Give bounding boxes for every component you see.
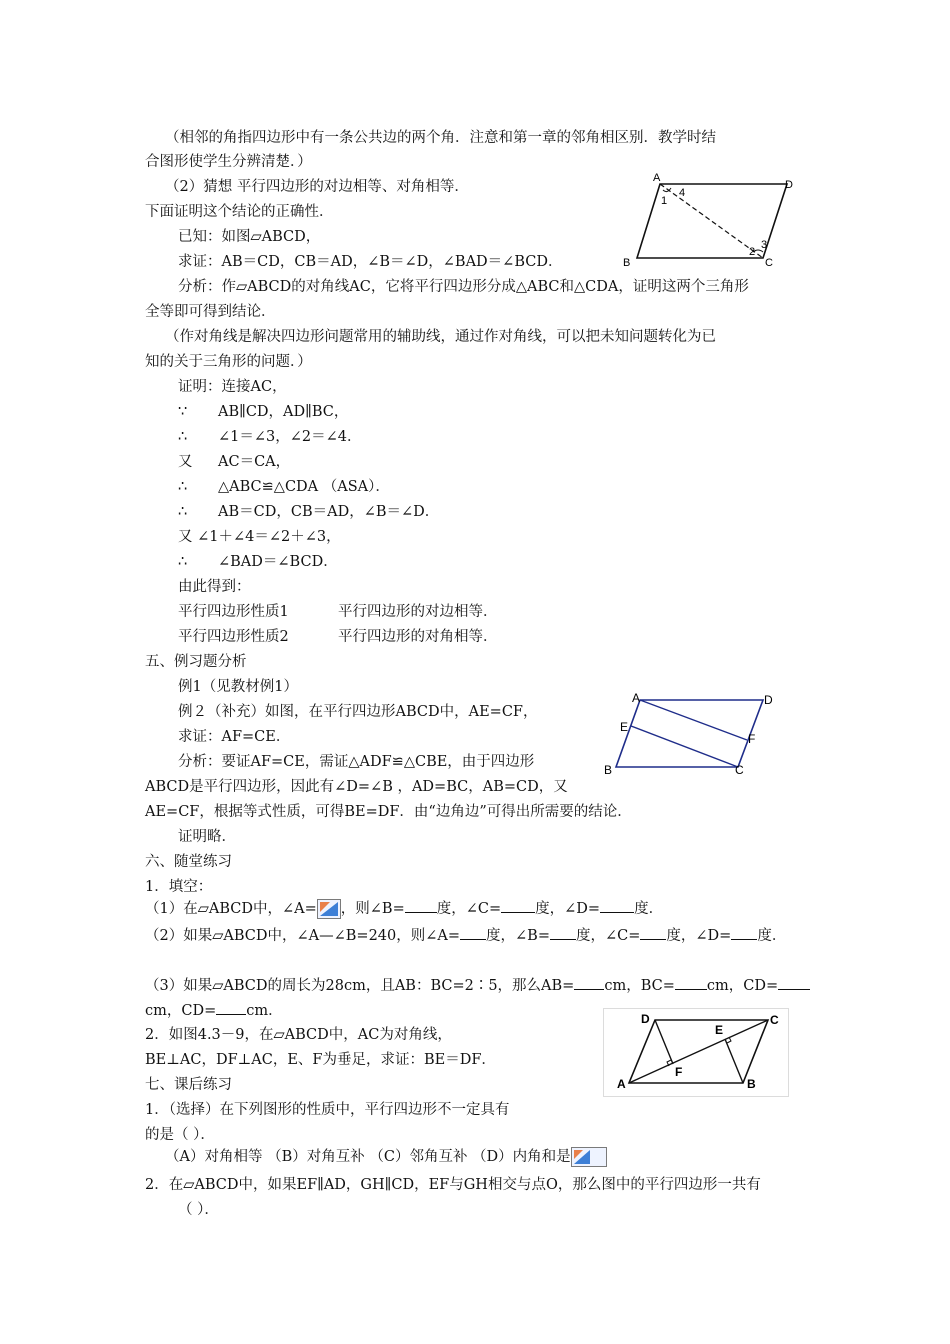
text-line: △ABC≌△CDA （ASA）．	[218, 479, 390, 495]
answer-blank[interactable]	[675, 975, 707, 990]
text-line: AB∥CD，AD∥BC，	[218, 404, 349, 420]
section-heading: 七、课后练习	[145, 1077, 232, 1093]
figure-parallelogram-ae-cf	[600, 688, 790, 778]
text-line: 1．（选择）在下列图形的性质中，平行四边形不一定具有	[145, 1102, 510, 1118]
text-line: 例1（见教材例1）	[178, 679, 298, 695]
text-line: ∠BAD＝∠BCD．	[218, 554, 338, 570]
answer-blank[interactable]	[216, 1000, 246, 1015]
text-line: 2．如图4.3－9，在▱ABCD中，AC为对角线，	[145, 1027, 452, 1043]
text-line: BE⊥AC，DF⊥AC，E、F为垂足，求证：BE＝DF．	[145, 1052, 496, 1068]
vertex-label-c: C	[770, 1013, 779, 1027]
vertex-label-d: D	[641, 1012, 650, 1026]
exercise-line: （2）如果▱ABCD中，∠A—∠B=240，则∠A= 度，∠B= 度，∠C= 度，∠D= 度．	[145, 925, 786, 946]
angle-label-3: 3	[761, 239, 768, 251]
symbol-because: ∵	[178, 404, 188, 420]
vertex-label-a: A	[653, 172, 661, 184]
vertex-label-b: B	[604, 763, 613, 777]
text-line: 分析：作▱ABCD的对角线AC，它将平行四边形分成△ABC和△CDA，证明这两个三角形	[178, 279, 749, 295]
vertex-label-a: A	[617, 1077, 626, 1091]
section-heading: 六、随堂练习	[145, 854, 232, 870]
text-line: 合图形使学生分辨清楚．）	[145, 154, 312, 170]
text-line: 求证：AF=CE．	[178, 729, 291, 745]
text-line: 的是（ ）．	[145, 1127, 215, 1143]
property-text: 平行四边形的对边相等．	[338, 604, 498, 620]
vertex-label-c: C	[765, 257, 773, 268]
point-label-e: E	[715, 1023, 724, 1037]
text-line: （作对角线是解决四边形问题常用的辅助线，通过作对角线，可以把未知问题转化为已	[165, 329, 716, 345]
embedded-image-icon	[317, 899, 341, 919]
text-line: 1．填空：	[145, 879, 213, 895]
segment-af	[640, 700, 747, 740]
text-line: 由此得到：	[178, 579, 251, 595]
vertex-label-d: D	[764, 693, 773, 707]
text-line: （2）猜想 平行四边形的对边相等、对角相等．	[165, 179, 469, 195]
text-line: 分析：要证AF=CE，需证△ADF≌△CBE，由于四边形	[178, 754, 535, 770]
symbol-therefore: ∴	[178, 429, 188, 445]
symbol-therefore: ∴	[178, 479, 188, 495]
embedded-image-icon	[571, 1147, 607, 1167]
exercise-line: （3）如果▱ABCD的周长为28cm，且AB：BC=2∶5，那么AB= cm，BC= cm，CD=	[145, 975, 810, 996]
text-line: 证明：连接AC，	[178, 379, 287, 395]
text-line: AC＝CA，	[218, 454, 291, 470]
vertex-label-d: D	[785, 179, 793, 191]
property-label: 平行四边形性质1	[178, 604, 289, 620]
answer-blank[interactable]	[501, 898, 535, 913]
text-line: （相邻的角指四边形中有一条公共边的两个角．注意和第一章的邻角相区别．教学时结	[165, 130, 716, 146]
angle-label-1: 1	[661, 195, 668, 207]
parallelogram-abcd	[616, 700, 763, 767]
choice-line: （A）对角相等 （B）对角互补 （C）邻角互补 （D）内角和是	[165, 1147, 607, 1167]
segment-be	[725, 1039, 743, 1083]
angle-label-4: 4	[679, 187, 686, 199]
angle-label-2: 2	[749, 246, 756, 258]
vertex-label-b: B	[747, 1077, 756, 1091]
point-label-e: E	[620, 720, 629, 734]
text-line: AE=CF，根据等式性质，可得BE=DF．由“边角边”可得出所需要的结论．	[145, 804, 632, 820]
text-line: 又	[178, 454, 193, 470]
answer-blank[interactable]	[405, 898, 437, 913]
vertex-label-c: C	[735, 763, 744, 777]
text-line: 求证：AB＝CD，CB＝AD，∠B＝∠D，∠BAD＝∠BCD．	[178, 254, 563, 270]
text-line: 例２（补充）如图，在平行四边形ABCD中，AE=CF，	[178, 704, 538, 720]
text-line: ∠1＝∠3，∠2＝∠4．	[218, 429, 362, 445]
answer-blank[interactable]	[574, 975, 604, 990]
segment-ce	[631, 726, 738, 767]
property-label: 平行四边形性质2	[178, 629, 289, 645]
text-line: 全等即可得到结论．	[145, 304, 276, 320]
exercise-line: cm，CD= cm．	[145, 1000, 283, 1021]
symbol-therefore: ∴	[178, 504, 188, 520]
text-line: 证明略．	[178, 829, 236, 845]
exercise-line: （1）在▱ABCD中，∠A= ，则∠B= 度，∠C= 度，∠D= 度．	[145, 898, 663, 919]
vertex-label-b: B	[623, 257, 631, 268]
text-line: 已知：如图▱ABCD，	[178, 229, 321, 245]
text-line: （ ）．	[178, 1202, 219, 1218]
property-text: 平行四边形的对角相等．	[338, 629, 498, 645]
text-line: 2．在▱ABCD中，如果EF∥AD，GH∥CD，EF与GH相交与点O，那么图中的平行四边形一共有	[145, 1177, 761, 1193]
answer-blank[interactable]	[731, 925, 757, 940]
text-line: AB＝CD，CB＝AD，∠B＝∠D．	[218, 504, 440, 520]
symbol-therefore: ∴	[178, 554, 188, 570]
answer-blank[interactable]	[640, 925, 666, 940]
figure-parallelogram-diagonal	[615, 168, 805, 268]
segment-df	[655, 1020, 673, 1064]
answer-blank[interactable]	[600, 898, 634, 913]
answer-blank[interactable]	[778, 975, 810, 990]
text-line: 知的关于三角形的问题．）	[145, 354, 312, 370]
figure-parallelogram-perpendiculars	[603, 1008, 793, 1098]
answer-blank[interactable]	[550, 925, 576, 940]
vertex-label-a: A	[632, 691, 641, 705]
point-label-f: F	[675, 1065, 683, 1079]
answer-blank[interactable]	[460, 925, 486, 940]
diagonal-ac	[660, 184, 763, 258]
point-label-f: F	[748, 732, 756, 746]
text-line: ABCD是平行四边形，因此有∠D=∠B ，AD=BC，AB=CD，又	[145, 779, 568, 795]
text-line: 又 ∠1＋∠4＝∠2＋∠3，	[178, 529, 341, 545]
text-line: 下面证明这个结论的正确性．	[145, 204, 334, 220]
section-heading: 五、例习题分析	[145, 654, 247, 670]
